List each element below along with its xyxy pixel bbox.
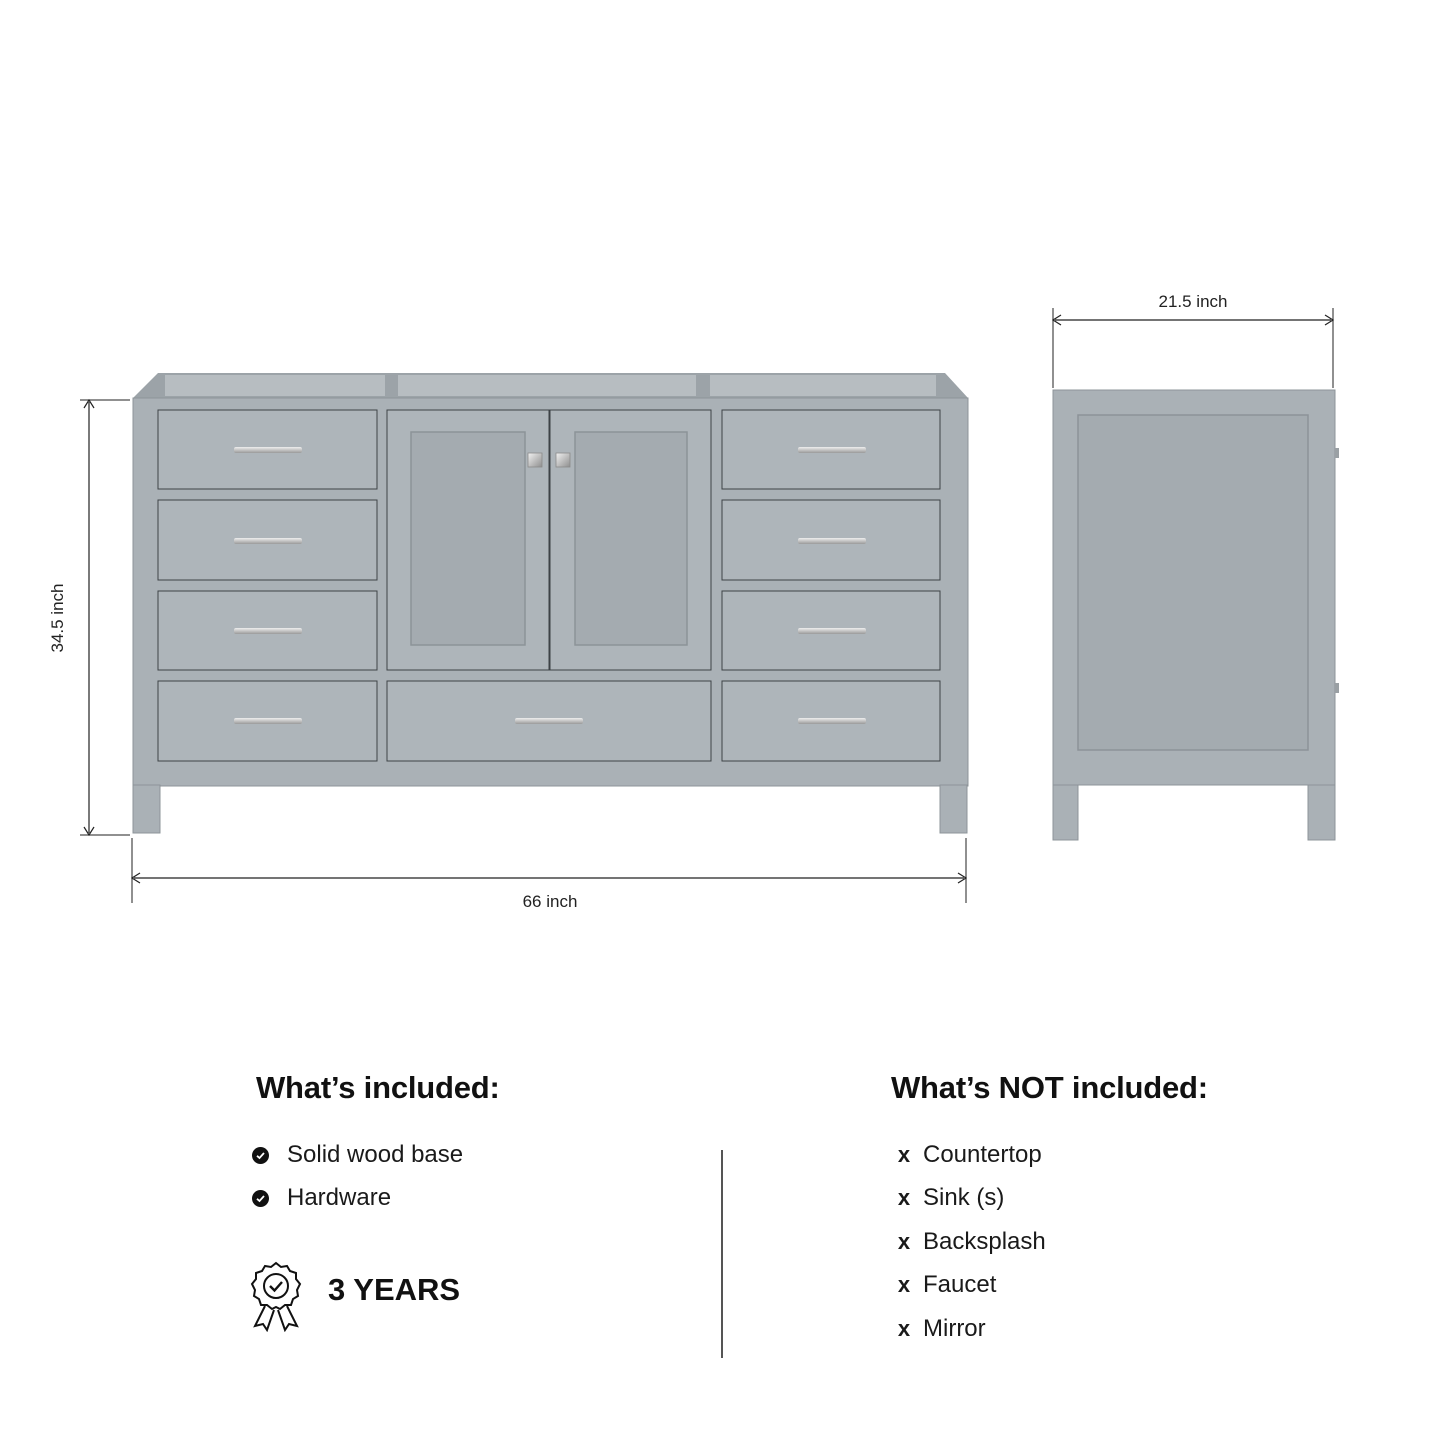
check-circle-icon xyxy=(252,1190,269,1207)
x-mark-icon: x xyxy=(897,1316,911,1341)
depth-label: 21.5 inch xyxy=(1158,292,1228,311)
section-divider xyxy=(721,1150,723,1358)
center-doors xyxy=(387,410,711,670)
included-item-label: Solid wood base xyxy=(287,1141,464,1168)
excluded-item-label: Countertop xyxy=(923,1141,1042,1168)
width-dimension xyxy=(132,838,966,911)
included-item xyxy=(252,1141,463,1169)
height-label: 34.5 inch xyxy=(48,583,67,653)
excluded-item xyxy=(897,1184,1004,1212)
height-dimension xyxy=(48,400,130,835)
included-item-label: Hardware xyxy=(287,1184,392,1211)
center-drawer xyxy=(387,681,711,761)
not-included-heading: What’s NOT included: xyxy=(891,1070,1208,1105)
excluded-item xyxy=(897,1271,996,1299)
x-mark-icon: x xyxy=(897,1229,911,1254)
excluded-item-label: Mirror xyxy=(923,1315,986,1342)
excluded-item xyxy=(897,1141,1042,1169)
vanity-side-view xyxy=(1053,390,1339,840)
excluded-item-label: Backsplash xyxy=(923,1228,1046,1255)
included-item xyxy=(252,1184,391,1212)
warranty-label: 3 YEARS xyxy=(328,1272,461,1307)
included-heading: What’s included: xyxy=(256,1070,500,1105)
x-mark-icon: x xyxy=(897,1142,911,1167)
width-label: 66 inch xyxy=(522,892,578,911)
x-mark-icon: x xyxy=(897,1185,911,1210)
excluded-item-label: Faucet xyxy=(923,1271,997,1298)
excluded-item xyxy=(897,1315,986,1343)
depth-dimension xyxy=(1053,292,1333,388)
award-ribbon-icon xyxy=(250,1260,302,1332)
excluded-item-label: Sink (s) xyxy=(923,1184,1005,1211)
x-mark-icon: x xyxy=(897,1272,911,1297)
excluded-item xyxy=(897,1228,1046,1256)
vanity-front-view xyxy=(133,373,968,833)
check-circle-icon xyxy=(252,1147,269,1164)
